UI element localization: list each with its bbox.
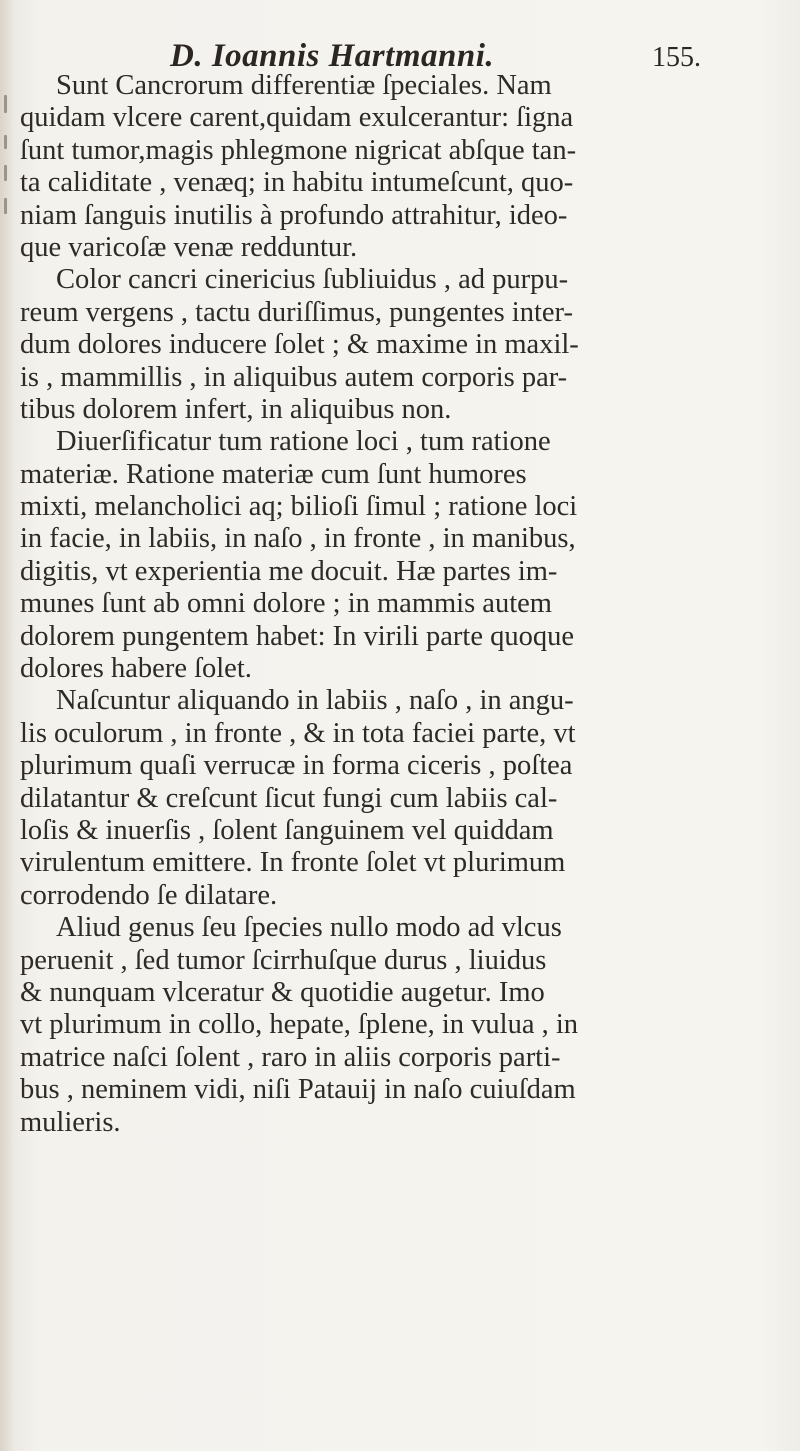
text-line: bus , neminem vidi, niſi Patauij in naſo cuiuſdam bbox=[20, 1074, 576, 1106]
text-line: quidam vlcere carent,quidam exulcerantur: ſigna bbox=[20, 102, 574, 134]
text-line: dilatantur & creſcunt ſicut fungi cum labiis cal- bbox=[20, 782, 558, 814]
text-line: matrice naſci ſolent , raro in aliis corporis parti- bbox=[20, 1041, 561, 1073]
text-line: plurimum quaſi verrucæ in forma ciceris , poſtea bbox=[20, 750, 573, 782]
text-line: Diuerſificatur tum ratione loci , tum ratione bbox=[56, 426, 551, 458]
text-line: materiæ. Ratione materiæ cum ſunt humores bbox=[20, 458, 527, 490]
text-line: peruenit , ſed tumor ſcirrhuſque durus , liuidus bbox=[20, 944, 547, 976]
margin-ink-mark bbox=[4, 198, 7, 214]
text-line: mulieris. bbox=[20, 1106, 121, 1138]
text-line: Naſcuntur aliquando in labiis , naſo , in angu- bbox=[56, 685, 574, 717]
text-line: is , mammillis , in aliquibus autem corporis par- bbox=[20, 361, 568, 393]
text-line: Color cancri cinericius ſubliuidus , ad purpu- bbox=[56, 264, 569, 296]
text-line: corrodendo ſe dilatare. bbox=[20, 879, 278, 911]
running-head-title: D. Ioannis Hartmanni. bbox=[170, 38, 495, 74]
text-line: que varicoſæ venæ redduntur. bbox=[20, 231, 358, 263]
text-line: tibus dolorem infert, in aliquibus non. bbox=[20, 393, 452, 425]
text-line: loſis & inuerſis , ſolent ſanguinem vel quiddam bbox=[20, 814, 554, 846]
margin-ink-mark bbox=[4, 95, 7, 113]
text-line: in facie, in labiis, in naſo , in fronte , in manibus, bbox=[20, 523, 576, 555]
text-line: reum vergens , tactu duriſſimus, pungentes inter- bbox=[20, 296, 573, 328]
text-line: dum dolores inducere ſolet ; & maxime in maxil- bbox=[20, 329, 579, 361]
text-line: & nunquam vlceratur & quotidie augetur. Imo bbox=[20, 976, 545, 1008]
text-line: munes ſunt ab omni dolore ; in mammis autem bbox=[20, 588, 552, 620]
text-line: niam ſanguis inutilis à profundo attrahitur, ideo- bbox=[20, 199, 568, 231]
text-line: Aliud genus ſeu ſpecies nullo modo ad vlcus bbox=[56, 912, 562, 944]
body-text bbox=[20, 70, 790, 1139]
text-line: ſunt tumor,magis phlegmone nigricat abſque tan- bbox=[20, 134, 577, 166]
text-line: virulentum emittere. In fronte ſolet vt plurimum bbox=[20, 847, 566, 879]
margin-ink-mark bbox=[4, 135, 7, 149]
text-line: ta caliditate , venæq; in habitu intumeſcunt, quo- bbox=[20, 167, 574, 199]
text-line: dolores habere ſolet. bbox=[20, 653, 252, 685]
margin-ink-mark bbox=[4, 165, 7, 181]
text-line: vt plurimum in collo, hepate, ſplene, in vulua , in bbox=[20, 1009, 579, 1041]
text-line: lis oculorum , in fronte , & in tota faciei parte, vt bbox=[20, 717, 576, 749]
text-line: dolorem pungentem habet: In virili parte quoque bbox=[20, 620, 575, 652]
page-gutter-shadow bbox=[0, 0, 14, 1451]
text-line: mixti, melancholici aq; bilioſi ſimul ; ratione loci bbox=[20, 491, 578, 523]
text-line: digitis, vt experientia me docuit. Hæ partes im- bbox=[20, 555, 558, 587]
text-line: Sunt Cancrorum differentiæ ſpeciales. Nam bbox=[56, 70, 552, 101]
page-number: 155. bbox=[652, 42, 701, 73]
